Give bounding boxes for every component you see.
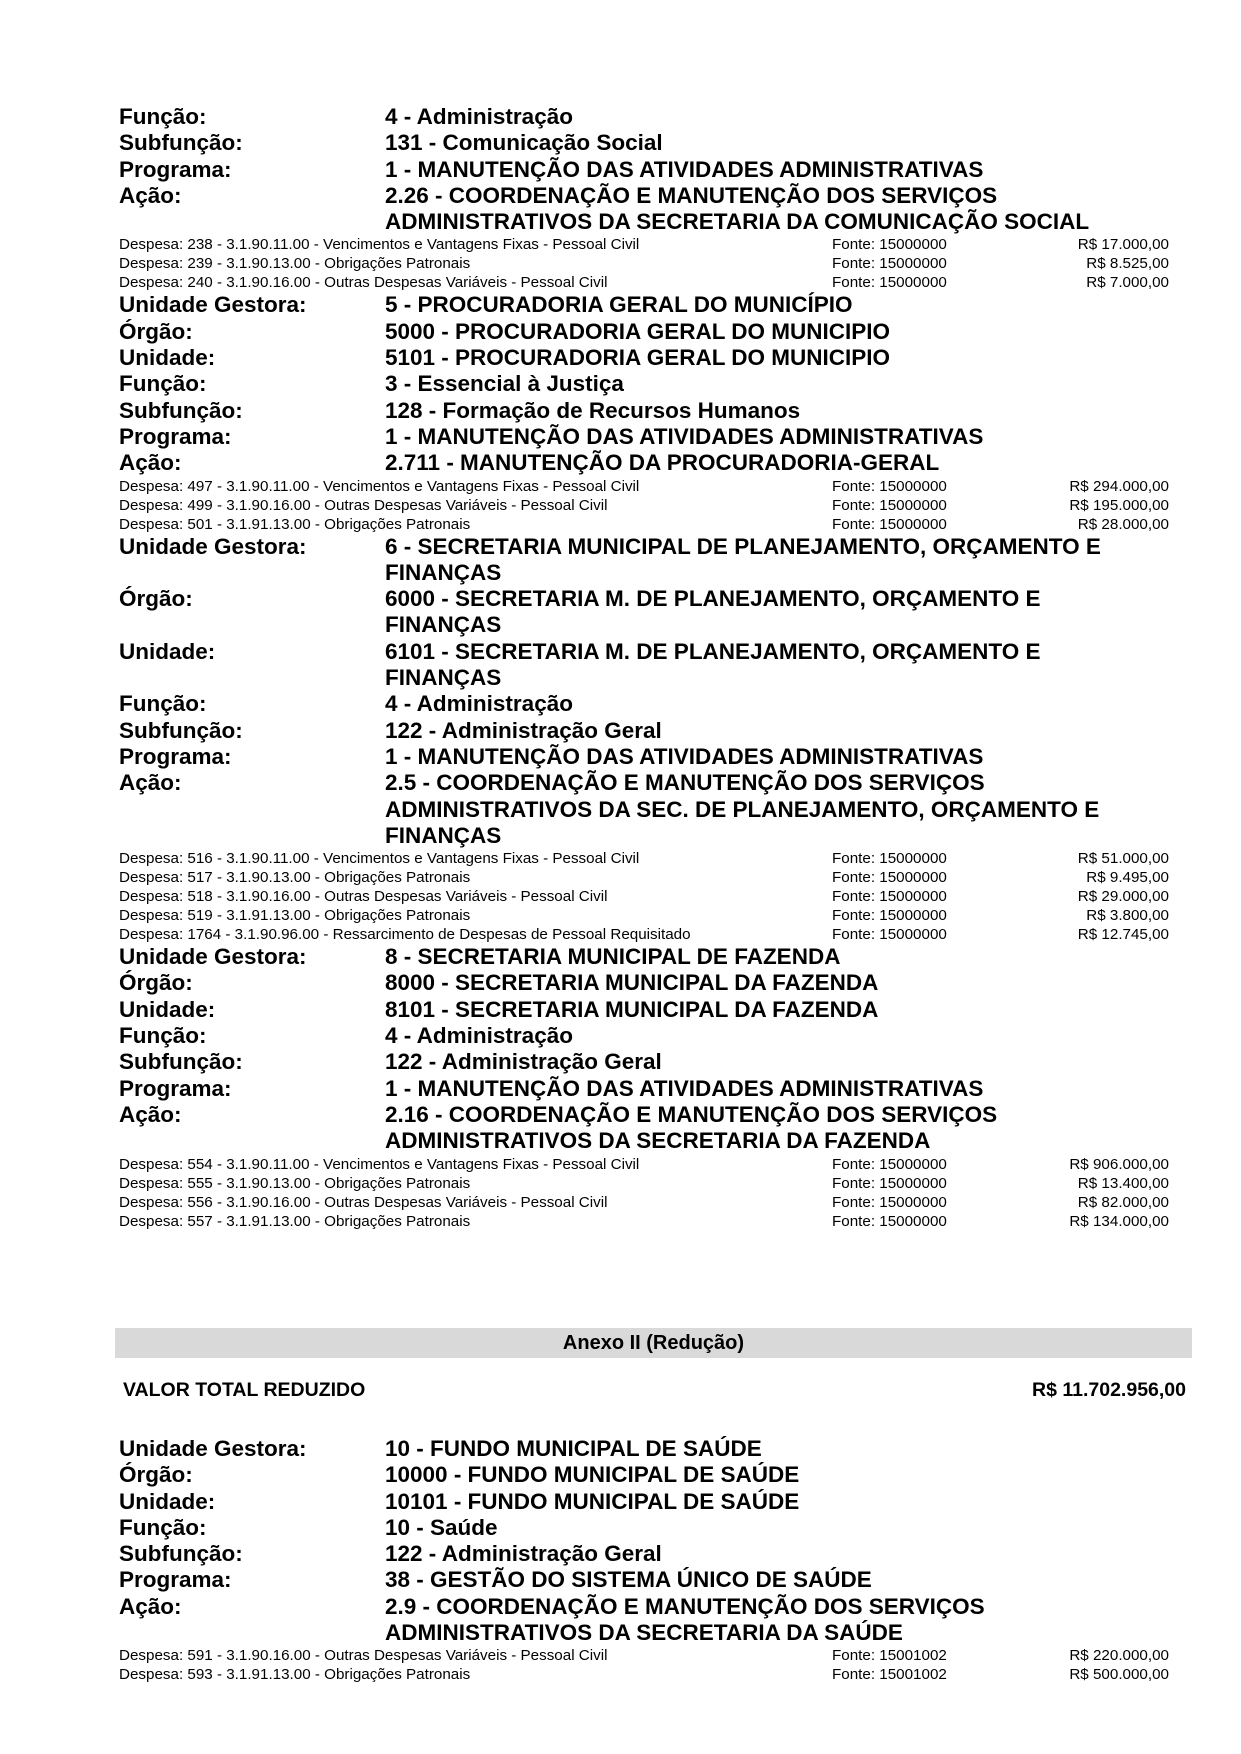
- expense-description: Despesa: 240 - 3.1.90.16.00 - Outras Despesas Variáveis - Pessoal Civil: [119, 274, 608, 292]
- classification-label: Unidade:: [119, 345, 216, 371]
- expense-source: Fonte: 15000000: [832, 869, 947, 887]
- classification-value: [385, 970, 1169, 996]
- expense-description: Despesa: 556 - 3.1.90.16.00 - Outras Despesas Variáveis - Pessoal Civil: [119, 1193, 608, 1211]
- expense-source: Fonte: 15000000: [832, 236, 947, 254]
- classification-label: Subfunção:: [119, 1541, 243, 1567]
- classification-label: Subfunção:: [119, 717, 243, 743]
- classification-label: Programa:: [119, 743, 232, 769]
- classification-label: Órgão:: [119, 970, 193, 996]
- annex-title: Anexo II (Redução): [562, 1332, 745, 1354]
- expense-source: Fonte: 15000000: [832, 515, 947, 533]
- expense-row: [119, 496, 1169, 515]
- expense-description: Despesa: 557 - 3.1.91.13.00 - Obrigações Patronais: [119, 1212, 471, 1230]
- classification-label: Programa:: [119, 1567, 232, 1593]
- expense-description: Despesa: 497 - 3.1.90.11.00 - Vencimentos e Vantagens Fixas - Pessoal Civil: [119, 477, 640, 495]
- classification-label: Órgão:: [119, 318, 193, 344]
- classification-value: [385, 450, 1169, 476]
- classification-label: Ação:: [119, 1101, 182, 1127]
- classification-label: Órgão:: [119, 586, 193, 612]
- expense-source: Fonte: 15000000: [832, 274, 947, 292]
- classification-value: [385, 744, 1169, 770]
- classification-value-line: FINANÇAS: [385, 559, 502, 585]
- classification-value-line: 128 - Formação de Recursos Humanos: [385, 397, 801, 423]
- expense-row: [119, 273, 1169, 292]
- expense-amount: R$ 13.400,00: [1077, 1174, 1169, 1192]
- expense-source: Fonte: 15000000: [832, 850, 947, 868]
- expense-amount: R$ 17.000,00: [1077, 236, 1169, 254]
- expense-amount: R$ 220.000,00: [1069, 1647, 1169, 1665]
- expense-amount: R$ 8.525,00: [1086, 255, 1169, 273]
- classification-label: Unidade Gestora:: [119, 1436, 307, 1461]
- classification-value: [385, 997, 1169, 1023]
- classification-row: [119, 1436, 1169, 1462]
- classification-value-line: 8 - SECRETARIA MUNICIPAL DE FAZENDA: [385, 944, 841, 970]
- classification-value-line: 8000 - SECRETARIA MUNICIPAL DA FAZENDA: [385, 970, 879, 996]
- expense-description: Despesa: 591 - 3.1.90.16.00 - Outras Despesas Variáveis - Pessoal Civil: [119, 1647, 608, 1665]
- expense-source: Fonte: 15000000: [832, 477, 947, 495]
- expense-amount: R$ 195.000,00: [1069, 496, 1169, 514]
- classification-label: Programa:: [119, 156, 232, 182]
- classification-value-line: 122 - Administração Geral: [385, 1541, 662, 1567]
- classification-value: [385, 424, 1169, 450]
- classification-row: [119, 1541, 1169, 1567]
- classification-label: Ação:: [119, 770, 182, 796]
- classification-value-line: 5 - PROCURADORIA GERAL DO MUNICÍPIO: [385, 292, 853, 318]
- classification-value: [385, 1594, 1169, 1647]
- classification-value: [385, 319, 1169, 345]
- classification-value-line: ADMINISTRATIVOS DA SEC. DE PLANEJAMENTO, ORÇAMENTO E: [385, 796, 1100, 822]
- expense-description: Despesa: 499 - 3.1.90.16.00 - Outras Despesas Variáveis - Pessoal Civil: [119, 496, 608, 514]
- classification-value-line: 1 - MANUTENÇÃO DAS ATIVIDADES ADMINISTRATIVAS: [385, 743, 984, 769]
- expense-source: Fonte: 15000000: [832, 926, 947, 944]
- classification-value-line: 2.9 - COORDENAÇÃO E MANUTENÇÃO DOS SERVIÇOS: [385, 1593, 985, 1619]
- classification-value-line: 4 - Administração: [385, 1023, 573, 1049]
- classification-value-line: 10000 - FUNDO MUNICIPAL DE SAÚDE: [385, 1462, 800, 1488]
- classification-label: Função:: [119, 104, 207, 129]
- classification-value: [385, 534, 1169, 587]
- classification-value-line: 2.26 - COORDENAÇÃO E MANUTENÇÃO DOS SERVIÇOS: [385, 182, 998, 208]
- expense-source: Fonte: 15000000: [832, 496, 947, 514]
- classification-row: [119, 130, 1169, 156]
- classification-label: Unidade Gestora:: [119, 533, 307, 559]
- budget-section-top: [119, 104, 1169, 1231]
- classification-value: [385, 1076, 1169, 1102]
- expense-description: Despesa: 501 - 3.1.91.13.00 - Obrigações Patronais: [119, 515, 471, 533]
- classification-row: [119, 319, 1169, 345]
- expense-description: Despesa: 519 - 3.1.91.13.00 - Obrigações Patronais: [119, 907, 471, 925]
- classification-value-line: 10 - FUNDO MUNICIPAL DE SAÚDE: [385, 1436, 762, 1461]
- classification-value-line: 1 - MANUTENÇÃO DAS ATIVIDADES ADMINISTRATIVAS: [385, 1075, 984, 1101]
- classification-row: [119, 1567, 1169, 1593]
- classification-row: [119, 183, 1169, 236]
- classification-row: [119, 1023, 1169, 1049]
- expense-description: Despesa: 517 - 3.1.90.13.00 - Obrigações Patronais: [119, 869, 471, 887]
- classification-row: [119, 970, 1169, 996]
- expense-description: Despesa: 593 - 3.1.91.13.00 - Obrigações Patronais: [119, 1666, 471, 1684]
- classification-label: Subfunção:: [119, 1049, 243, 1075]
- classification-value-line: 1 - MANUTENÇÃO DAS ATIVIDADES ADMINISTRATIVAS: [385, 156, 984, 182]
- expense-amount: R$ 500.000,00: [1069, 1666, 1169, 1684]
- expense-row: [119, 925, 1169, 944]
- classification-row: [119, 157, 1169, 183]
- classification-value-line: ADMINISTRATIVOS DA SECRETARIA DA COMUNICAÇÃO SOCIAL: [385, 209, 1090, 235]
- expense-description: Despesa: 518 - 3.1.90.16.00 - Outras Despesas Variáveis - Pessoal Civil: [119, 888, 608, 906]
- classification-row: [119, 718, 1169, 744]
- classification-row: [119, 639, 1169, 692]
- classification-value-line: FINANÇAS: [385, 665, 502, 691]
- classification-value-line: 38 - GESTÃO DO SISTEMA ÚNICO DE SAÚDE: [385, 1567, 872, 1593]
- classification-row: [119, 450, 1169, 476]
- classification-row: [119, 345, 1169, 371]
- classification-row: [119, 997, 1169, 1023]
- budget-block: [119, 104, 1169, 292]
- expense-amount: R$ 29.000,00: [1077, 888, 1169, 906]
- expense-source: Fonte: 15001002: [832, 1647, 947, 1665]
- expense-row: [119, 887, 1169, 906]
- expense-amount: R$ 9.495,00: [1086, 869, 1169, 887]
- classification-label: Unidade Gestora:: [119, 292, 307, 318]
- classification-row: [119, 1489, 1169, 1515]
- classification-value: [385, 1436, 1169, 1462]
- classification-label: Unidade:: [119, 638, 216, 664]
- classification-label: Unidade Gestora:: [119, 944, 307, 970]
- classification-value: [385, 371, 1169, 397]
- classification-value-line: 10 - Saúde: [385, 1514, 498, 1540]
- classification-value: [385, 157, 1169, 183]
- budget-block: [119, 534, 1169, 945]
- expense-row: [119, 1193, 1169, 1212]
- expense-description: Despesa: 555 - 3.1.90.13.00 - Obrigações Patronais: [119, 1174, 471, 1192]
- classification-value-line: FINANÇAS: [385, 822, 502, 848]
- classification-value-line: 5101 - PROCURADORIA GERAL DO MUNICIPIO: [385, 345, 891, 371]
- expense-amount: R$ 134.000,00: [1069, 1212, 1169, 1230]
- classification-value-line: 6 - SECRETARIA MUNICIPAL DE PLANEJAMENTO, ORÇAMENTO E: [385, 533, 1101, 559]
- expense-source: Fonte: 15000000: [832, 1174, 947, 1192]
- classification-row: [119, 534, 1169, 587]
- expense-amount: R$ 82.000,00: [1077, 1193, 1169, 1211]
- classification-value-line: 4 - Administração: [385, 691, 573, 717]
- classification-row: [119, 398, 1169, 424]
- expense-description: Despesa: 239 - 3.1.90.13.00 - Obrigações Patronais: [119, 255, 471, 273]
- expense-source: Fonte: 15000000: [832, 1193, 947, 1211]
- classification-label: Ação:: [119, 182, 182, 208]
- classification-value-line: ADMINISTRATIVOS DA SECRETARIA DA SAÚDE: [385, 1620, 903, 1646]
- expense-row: [119, 235, 1169, 254]
- classification-label: Programa:: [119, 423, 232, 449]
- classification-row: [119, 770, 1169, 849]
- expense-source: Fonte: 15000000: [832, 1212, 947, 1230]
- expense-row: [119, 906, 1169, 925]
- classification-value-line: 1 - MANUTENÇÃO DAS ATIVIDADES ADMINISTRATIVAS: [385, 423, 984, 449]
- expense-row: [119, 849, 1169, 868]
- expense-source: Fonte: 15001002: [832, 1666, 947, 1684]
- classification-row: [119, 744, 1169, 770]
- classification-value: [385, 770, 1169, 849]
- classification-value-line: 10101 - FUNDO MUNICIPAL DE SAÚDE: [385, 1488, 800, 1514]
- classification-value: [385, 130, 1169, 156]
- classification-value-line: 2.16 - COORDENAÇÃO E MANUTENÇÃO DOS SERVIÇOS: [385, 1101, 998, 1127]
- annex-header-bar: [115, 1328, 1192, 1358]
- classification-label: Unidade:: [119, 1488, 216, 1514]
- classification-value-line: FINANÇAS: [385, 612, 502, 638]
- budget-block: [119, 944, 1169, 1230]
- total-reduced-row: [123, 1378, 1186, 1402]
- expense-amount: R$ 7.000,00: [1086, 274, 1169, 292]
- classification-value: [385, 1567, 1169, 1593]
- classification-row: [119, 691, 1169, 717]
- expense-row: [119, 477, 1169, 496]
- expense-amount: R$ 294.000,00: [1069, 477, 1169, 495]
- classification-value-line: 4 - Administração: [385, 104, 573, 129]
- classification-row: [119, 1076, 1169, 1102]
- classification-label: Função:: [119, 1514, 207, 1540]
- expense-row: [119, 515, 1169, 534]
- classification-value: [385, 292, 1169, 318]
- classification-value-line: 2.5 - COORDENAÇÃO E MANUTENÇÃO DOS SERVIÇOS: [385, 770, 985, 796]
- expense-row: [119, 254, 1169, 273]
- expense-amount: R$ 906.000,00: [1069, 1155, 1169, 1173]
- classification-row: [119, 1049, 1169, 1075]
- classification-value: [385, 718, 1169, 744]
- classification-row: [119, 1462, 1169, 1488]
- classification-label: Ação:: [119, 1593, 182, 1619]
- classification-row: [119, 944, 1169, 970]
- classification-label: Função:: [119, 371, 207, 397]
- classification-row: [119, 1515, 1169, 1541]
- classification-value: [385, 944, 1169, 970]
- classification-value-line: 6000 - SECRETARIA M. DE PLANEJAMENTO, ORÇAMENTO E: [385, 586, 1041, 612]
- budget-block: [119, 292, 1169, 533]
- classification-value: [385, 1541, 1169, 1567]
- classification-row: [119, 292, 1169, 318]
- classification-label: Função:: [119, 691, 207, 717]
- expense-source: Fonte: 15000000: [832, 907, 947, 925]
- classification-value: [385, 1102, 1169, 1155]
- classification-value-line: 5000 - PROCURADORIA GERAL DO MUNICIPIO: [385, 318, 891, 344]
- expense-amount: R$ 51.000,00: [1077, 850, 1169, 868]
- expense-row: [119, 1174, 1169, 1193]
- classification-value-line: 3 - Essencial à Justiça: [385, 371, 624, 397]
- classification-value-line: ADMINISTRATIVOS DA SECRETARIA DA FAZENDA: [385, 1128, 931, 1154]
- expense-row: [119, 1665, 1169, 1684]
- classification-value: [385, 1462, 1169, 1488]
- expense-source: Fonte: 15000000: [832, 1155, 947, 1173]
- expense-row: [119, 1155, 1169, 1174]
- expense-row: [119, 1646, 1169, 1665]
- classification-row: [119, 1102, 1169, 1155]
- expense-amount: R$ 3.800,00: [1086, 907, 1169, 925]
- budget-block: [119, 1436, 1169, 1684]
- expense-description: Despesa: 1764 - 3.1.90.96.00 - Ressarcimento de Despesas de Pessoal Requisitado: [119, 926, 691, 944]
- classification-value: [385, 586, 1169, 639]
- classification-value: [385, 398, 1169, 424]
- classification-label: Subfunção:: [119, 397, 243, 423]
- expense-row: [119, 1212, 1169, 1231]
- classification-row: [119, 371, 1169, 397]
- classification-row: [119, 424, 1169, 450]
- classification-value-line: 6101 - SECRETARIA M. DE PLANEJAMENTO, ORÇAMENTO E: [385, 638, 1041, 664]
- budget-section-bottom: [119, 1436, 1169, 1684]
- total-reduced-value: R$ 11.702.956,00: [1032, 1379, 1186, 1401]
- classification-value: [385, 183, 1169, 236]
- classification-value: [385, 104, 1169, 130]
- classification-value: [385, 1489, 1169, 1515]
- classification-label: Órgão:: [119, 1462, 193, 1488]
- expense-description: Despesa: 516 - 3.1.90.11.00 - Vencimentos e Vantagens Fixas - Pessoal Civil: [119, 850, 640, 868]
- classification-label: Unidade:: [119, 996, 216, 1022]
- expense-description: Despesa: 554 - 3.1.90.11.00 - Vencimentos e Vantagens Fixas - Pessoal Civil: [119, 1155, 640, 1173]
- classification-value: [385, 639, 1169, 692]
- expense-description: Despesa: 238 - 3.1.90.11.00 - Vencimentos e Vantagens Fixas - Pessoal Civil: [119, 236, 640, 254]
- classification-value-line: 122 - Administração Geral: [385, 717, 662, 743]
- expense-source: Fonte: 15000000: [832, 255, 947, 273]
- classification-row: [119, 104, 1169, 130]
- classification-label: Programa:: [119, 1075, 232, 1101]
- total-reduced-label: VALOR TOTAL REDUZIDO: [123, 1379, 366, 1401]
- classification-value-line: 2.711 - MANUTENÇÃO DA PROCURADORIA-GERAL: [385, 450, 940, 476]
- classification-value: [385, 345, 1169, 371]
- expense-amount: R$ 28.000,00: [1077, 515, 1169, 533]
- expense-amount: R$ 12.745,00: [1077, 926, 1169, 944]
- classification-row: [119, 586, 1169, 639]
- expense-source: Fonte: 15000000: [832, 888, 947, 906]
- classification-row: [119, 1594, 1169, 1647]
- classification-value: [385, 691, 1169, 717]
- classification-value: [385, 1023, 1169, 1049]
- classification-value: [385, 1515, 1169, 1541]
- classification-label: Ação:: [119, 450, 182, 476]
- classification-label: Função:: [119, 1023, 207, 1049]
- classification-value-line: 8101 - SECRETARIA MUNICIPAL DA FAZENDA: [385, 996, 879, 1022]
- classification-value-line: 122 - Administração Geral: [385, 1049, 662, 1075]
- classification-value-line: 131 - Comunicação Social: [385, 130, 663, 156]
- classification-value: [385, 1049, 1169, 1075]
- expense-row: [119, 868, 1169, 887]
- classification-label: Subfunção:: [119, 130, 243, 156]
